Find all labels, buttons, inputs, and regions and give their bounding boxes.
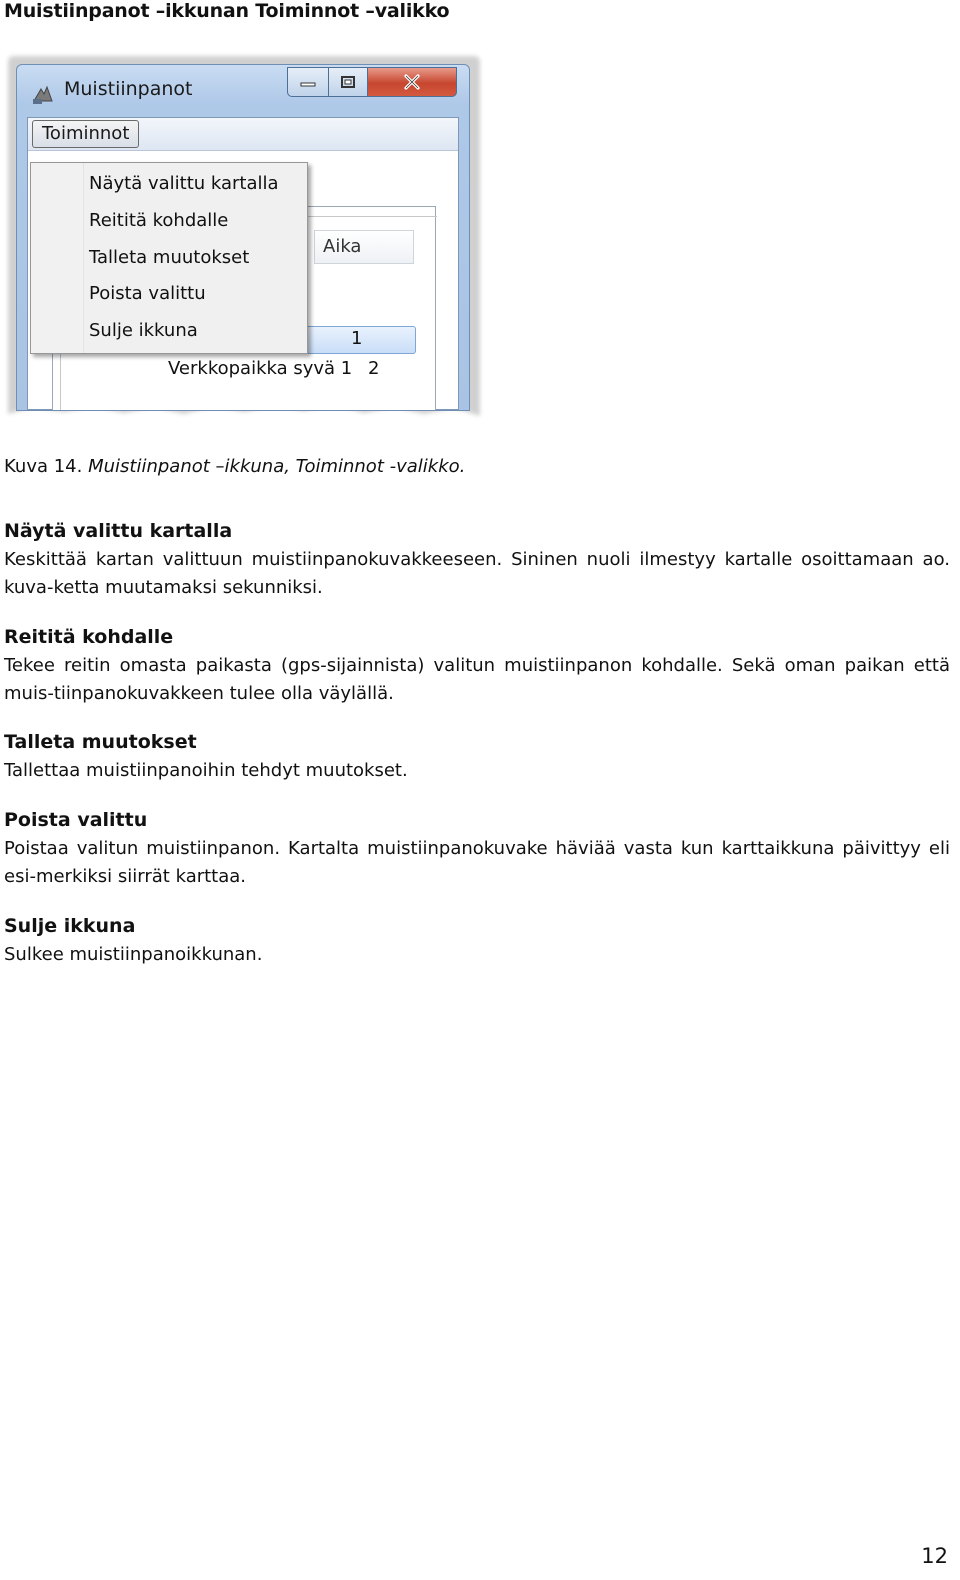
section-heading: Poista valittu [4, 809, 148, 831]
section-text: Tallettaa muistiinpanoihin tehdyt muutokset. [4, 760, 408, 781]
section-text: Poistaa valitun muistiinpanon. Kartalta muistiinpanokuvake häviää vasta kun karttaikkuna päivittyy eli esi-merkiksi siirrät karttaa. [4, 838, 950, 887]
close-icon [403, 74, 421, 90]
window-client-area [27, 117, 459, 410]
section-heading: Talleta muutokset [4, 731, 197, 753]
figure-caption [4, 456, 465, 477]
list-row[interactable] [168, 358, 379, 379]
notes-window [16, 64, 470, 411]
caption-text: Muistiinpanot –ikkuna, Toiminnot -valikko. [88, 456, 466, 477]
menu-bar [28, 118, 458, 151]
window-titlebar [17, 65, 469, 115]
maximize-button[interactable] [329, 67, 368, 97]
menu-item-talleta-muutokset[interactable]: Talleta muutokset [89, 247, 250, 268]
minimize-button[interactable] [287, 67, 329, 97]
close-button[interactable] [368, 67, 457, 97]
window-controls [287, 67, 457, 97]
section-text: Keskittää kartan valittuun muistiinpanokuvakkeeseen. Sininen nuoli ilmestyy kartalle osoittamaan ao. kuva-ketta muutamaksi sekunniksi. [4, 549, 950, 598]
document-title: Muistiinpanot –ikkunan Toiminnot –valikko [4, 0, 450, 22]
row-name: Verkkopaikka syvä 1 [168, 358, 353, 379]
maximize-icon [340, 75, 356, 89]
section-heading: Näytä valittu kartalla [4, 520, 233, 542]
menu-toiminnot[interactable]: Toiminnot [32, 120, 139, 148]
menu-item-poista-valittu[interactable]: Poista valittu [89, 283, 206, 304]
row-value: 2 [367, 358, 380, 379]
section-heading: Reititä kohdalle [4, 626, 174, 648]
menu-item-nayta-valittu-kartalla[interactable]: Näytä valittu kartalla [89, 173, 279, 194]
notes-app-icon [31, 81, 55, 105]
menu-item-reitita-kohdalle[interactable]: Reititä kohdalle [89, 210, 229, 231]
minimize-icon [300, 77, 316, 87]
page-number: 12 [921, 1544, 948, 1568]
column-header-aika[interactable]: Aika [314, 230, 414, 264]
caption-label: Kuva 14. [4, 456, 83, 477]
figure-window-screenshot [4, 52, 484, 432]
window-title: Muistiinpanot [64, 78, 193, 100]
section-text: Tekee reitin omasta paikasta (gps-sijainnista) valitun muistiinpanon kohdalle. Sekä oman paikan että muis-tiinpanokuvakkeen tulee olla väylällä. [4, 655, 950, 704]
toiminnot-dropdown-menu [30, 162, 308, 354]
selected-row-value: 1 [351, 328, 363, 349]
section-text: Sulkee muistiinpanoikkunan. [4, 944, 263, 965]
menu-icon-gutter [31, 163, 84, 353]
menu-item-sulje-ikkuna[interactable]: Sulje ikkuna [89, 320, 198, 341]
section-heading: Sulje ikkuna [4, 915, 136, 937]
